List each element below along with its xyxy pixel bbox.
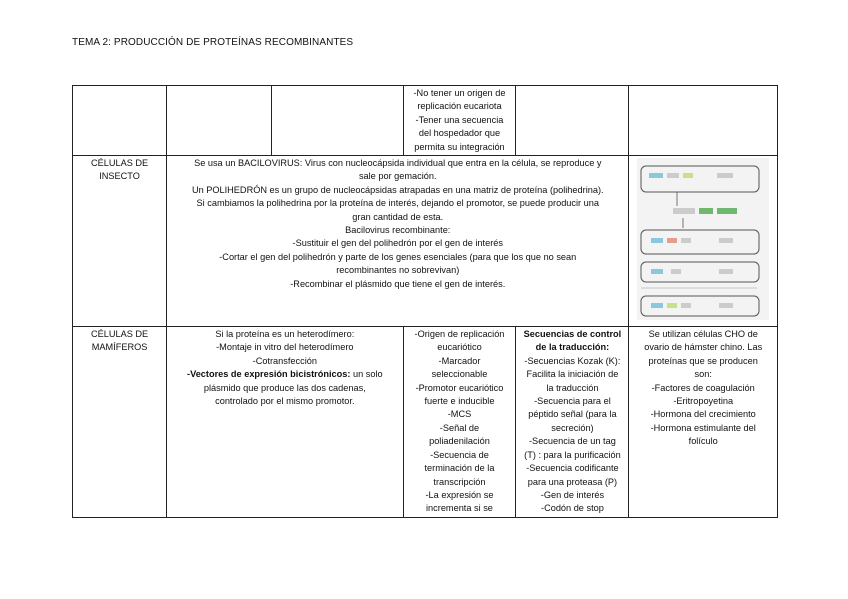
text-line: son: xyxy=(694,369,712,380)
row-label-text: INSECTO xyxy=(99,171,140,182)
text-line: -MCS xyxy=(447,409,472,420)
text-line: Bacilovirus recombinante: xyxy=(345,225,451,236)
text-line: recombinantes no sobrevivan) xyxy=(336,265,460,276)
text-line: Un POLIHEDRÓN es un grupo de nucleocápsidas atrapadas en una matriz de proteína (polihedrina). xyxy=(191,184,604,195)
cell-empty xyxy=(629,86,778,156)
text-line: transcripción xyxy=(433,476,486,487)
text-line: -Secuencia de un tag xyxy=(529,436,616,447)
text-line: controlado por el mismo promotor. xyxy=(215,396,355,407)
row-label-text: CÉLULAS DE xyxy=(90,158,149,169)
heterodimer-cell xyxy=(167,327,403,518)
text-line: incrementa si se xyxy=(426,503,493,514)
text-line: -Cotransfección xyxy=(252,355,317,366)
text-fragment: Virus con nucleocápsida individual que entra en la célula, se reproduce y xyxy=(302,158,602,169)
text-line: -Secuencia codificante xyxy=(526,463,619,474)
cell-empty xyxy=(73,86,167,156)
text-line: -Factores de coagulación xyxy=(651,382,755,393)
text-line: -Hormona estimulante del xyxy=(650,422,756,433)
text-line: -Hormona del crecimiento xyxy=(650,409,756,420)
text-line: folículo xyxy=(688,436,718,447)
cell-empty xyxy=(167,86,272,156)
text-fragment: un solo xyxy=(350,369,383,380)
cell-heading: de la traducción: xyxy=(535,342,610,353)
text-line: seleccionable xyxy=(431,369,488,380)
text-line: Se utilizan células CHO de xyxy=(648,329,758,340)
text-line: -Sustituir el gen del polihedrón por el gen de interés xyxy=(292,238,503,249)
text-line: -Secuencia para el xyxy=(534,396,611,407)
text-line: plásmido que produce las dos cadenas, xyxy=(203,382,366,393)
text-line: -Señal de xyxy=(439,422,480,433)
text-line: terminación de la xyxy=(424,463,495,474)
text-line: la traducción xyxy=(546,382,599,393)
text-fragment: BACILOVIRUS: xyxy=(238,158,303,169)
text-line: -Origen de replicación xyxy=(414,329,505,340)
text-line: -Cortar el gen del polihedrón y parte de los genes esenciales (para que los que no sean xyxy=(219,251,577,262)
text-line: péptido señal (para la xyxy=(528,409,617,420)
text-line: -Codón de stop xyxy=(541,503,604,514)
vector-requirements-cell xyxy=(403,86,516,156)
row-label-text: CÉLULAS DE xyxy=(90,329,149,340)
insect-description-cell xyxy=(167,156,629,327)
text-line: proteínas que se producen xyxy=(648,355,758,366)
table-row xyxy=(73,156,778,327)
text-line: -Secuencia de xyxy=(430,449,489,460)
text-line: -Tener una secuencia xyxy=(415,114,504,125)
text-line: -Recombinar el plásmido que tiene el gen de interés. xyxy=(290,278,506,289)
cho-cells-cell xyxy=(629,327,778,518)
text-line: del hospedador que xyxy=(418,128,501,139)
text-line: -No tener un origen de xyxy=(413,88,506,98)
diagram-cell xyxy=(629,156,778,327)
text-line: sale por gemación. xyxy=(358,171,437,182)
text-line: eucariótico xyxy=(437,342,482,353)
cell-empty xyxy=(516,86,629,156)
baculovirus-diagram-image xyxy=(637,158,769,320)
text-line: para una proteasa (P) xyxy=(527,476,618,487)
text-line: Si cambiamos la polihedrina por la proteína de interés, dejando el promotor, se puede producir una xyxy=(196,198,599,209)
cell-empty xyxy=(271,86,403,156)
page-title: TEMA 2: PRODUCCIÓN DE PROTEÍNAS RECOMBINANTES xyxy=(72,37,354,48)
text-line: poliadenilación xyxy=(429,436,490,447)
row-label-text: MAMÍFEROS xyxy=(91,342,148,353)
row-label-insect xyxy=(73,156,167,327)
text-line xyxy=(170,368,399,381)
text-line: Si la proteína es un heterodímero: xyxy=(215,329,355,340)
text-line: gran cantidad de esta. xyxy=(352,211,444,222)
text-line: -Marcador xyxy=(438,355,481,366)
text-line: -Eritropoyetina xyxy=(673,396,734,407)
text-line: permita su integración xyxy=(414,141,505,152)
text-line: ovario de hámster chino. Las xyxy=(644,342,763,353)
text-line: -Montaje in vitro del heterodímero xyxy=(216,342,354,353)
text-line: replicación eucariota xyxy=(417,101,502,112)
content-table xyxy=(72,85,778,518)
text-line: -Promotor eucariótico xyxy=(415,382,504,393)
text-line xyxy=(170,157,625,170)
cell-heading: Secuencias de control xyxy=(523,329,622,340)
text-line: Facilita la iniciación de xyxy=(526,369,619,380)
bold-label: -Vectores de expresión bicistrónicos: xyxy=(187,369,351,380)
text-line: -La expresión se xyxy=(425,489,494,500)
text-line: -Secuencias Kozak (K): xyxy=(524,355,621,366)
translation-control-cell xyxy=(516,327,629,518)
row-label-mammal xyxy=(73,327,167,518)
vector-elements-cell xyxy=(403,327,516,518)
text-line: fuerte e inducible xyxy=(424,396,495,407)
text-line: secreción) xyxy=(551,422,594,433)
text-line: -Gen de interés xyxy=(540,489,605,500)
text-fragment: Se usa un xyxy=(194,158,238,169)
table-row xyxy=(73,86,778,156)
text-line: (T) : para la purificación xyxy=(524,449,621,460)
table-row xyxy=(73,327,778,518)
